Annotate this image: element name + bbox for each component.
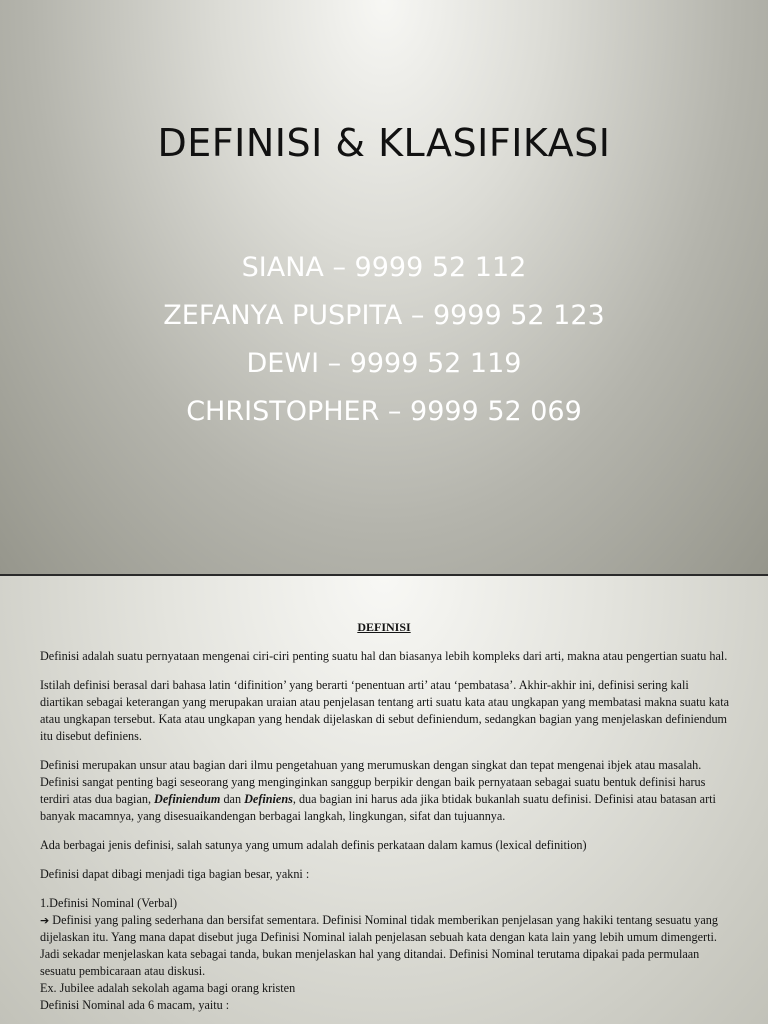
paragraph-etymology: Istilah definisi berasal dari bahasa latin ‘difinition’ yang berarti ‘penentuan arti’ atau ‘pembatasa’. Akhir-akhir ini, definisi sering kali diartikan sebagai keterangan yang merupakan uraian atau penjelasan tentang arti suatu kata atau ungkapan yang membatasi makna suatu kata atau ungkapan tersebut. Kata atau ungkapan yang hendak dijelaskan di sebut definiendum, sedangkan bagian yang menjelaskan definiendum itu disebut definiens. (40, 678, 729, 743)
arrow-right-icon: ➔ (40, 914, 50, 927)
section-heading: DEFINISI (357, 620, 411, 634)
paragraph-intro: Definisi adalah suatu pernyataan mengenai ciri-ciri penting suatu hal dan biasanya lebih kompleks dari arti, makna atau pengertian suatu hal. (40, 649, 728, 663)
list-item-next: Definisi Nominal ada 6 macam, yaitu : (40, 998, 230, 1012)
text-segment: , dua bagian ini harus ada jika btidak bukanlah suatu definisi. Definisi atau batasan arti banyak macamnya, yang disesuaikandengan berbagai langkah, lingkungan, sifat dan tujuannya. (40, 792, 716, 823)
paragraph-importance (40, 757, 730, 825)
example-line: Ex. Jubilee adalah sekolah agama bagi orang kristen (40, 981, 296, 995)
term-definiens: Definiens (244, 792, 293, 806)
text-segment: Definisi yang paling sederhana dan bersifat sementara. Definisi Nominal tidak memberikan penjelasan yang hakiki tentang sesuatu yang dijelaskan itu. Yang mana dapat disebut juga Definisi Nominal ialah penjelasan sebuah kata dengan kata lain yang lebih umum dimengerti. Jadi sekadar menjelaskan kata sebagai tanda, bukan menjelaskan hal yang ditandai. Definisi Nominal terutama dipakai pada permulaan sesuatu pembicaraan atau diskusi. (40, 913, 718, 978)
body-text (40, 648, 730, 1014)
author-line: CHRISTOPHER – 9999 52 069 (186, 396, 582, 427)
text-segment: Definisi merupakan unsur atau bagian dari ilmu pengetahuan yang merumuskan dengan singkat dan tepat mengenai ibjek atau masalah. Definisi sangat penting bagi seseorang yang menginginkan sanggup berpikir dengan baik pernyataan sebagai suatu bentuk definisi harus terdiri atas dua bagian, (40, 758, 706, 806)
paragraph-types: Ada berbagai jenis definisi, salah satunya yang umum adalah definis perkataan dalam kamus (lexical definition) (40, 838, 587, 852)
text-segment: dan (220, 792, 245, 806)
slide-title: DEFINISI & KLASIFIKASI (157, 121, 611, 165)
author-line: ZEFANYA PUSPITA – 9999 52 123 (163, 300, 605, 331)
author-line: DEWI – 9999 52 119 (246, 348, 522, 379)
author-line: SIANA – 9999 52 112 (241, 252, 527, 283)
term-definiendum: Definiendum (154, 792, 221, 806)
author-list (0, 244, 768, 436)
paragraph-division: Definisi dapat dibagi menjadi tiga bagian besar, yakni : (40, 867, 310, 881)
list-item-title: 1.Definisi Nominal (Verbal) (40, 896, 178, 910)
content-slide (0, 576, 768, 1024)
list-item-body (40, 912, 730, 980)
